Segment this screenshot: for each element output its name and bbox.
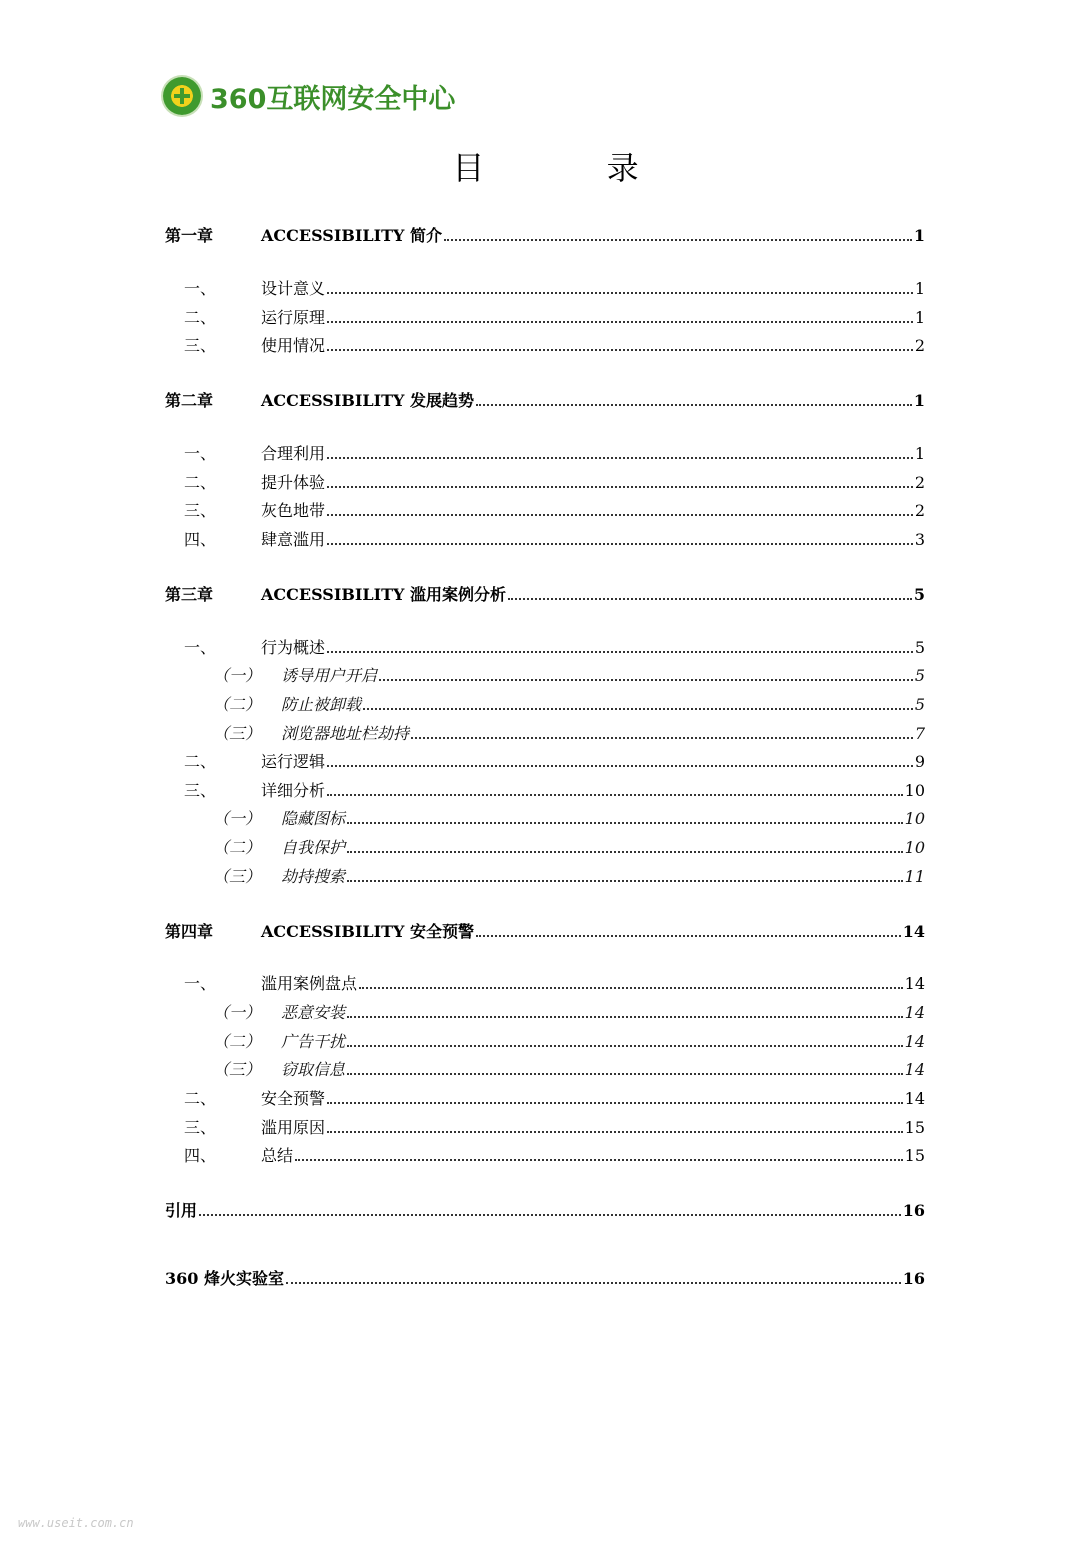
toc-entry-number: 三、	[184, 336, 217, 355]
toc-entry[interactable]	[165, 581, 925, 605]
toc-entry-page: 14	[902, 922, 925, 941]
toc-entry-page: 5	[913, 585, 925, 604]
toc-entry-number: （二）	[213, 838, 262, 857]
dot-leader	[359, 987, 903, 989]
toc-entry-label: 广告干扰	[281, 1032, 346, 1051]
toc-entry-label: 使用情况	[261, 336, 326, 355]
toc-entry-label: 诱导用户开启	[281, 666, 378, 685]
toc-entry-page: 16	[902, 1201, 925, 1220]
toc-entry-page: 14	[904, 1089, 925, 1108]
toc-entry-page: 2	[914, 336, 925, 355]
toc-entry-number: 第四章	[165, 922, 214, 941]
toc-entry[interactable]	[165, 777, 925, 801]
toc-entry-number: （一）	[213, 1003, 262, 1022]
toc-entry-page: 1	[913, 226, 925, 245]
toc-entry-page: 3	[914, 530, 925, 549]
dot-leader	[476, 404, 912, 406]
toc-entry-label: 劫持搜索	[281, 867, 346, 886]
toc-entry-label: 运行原理	[261, 308, 326, 327]
toc-entry-number: （二）	[213, 1032, 262, 1051]
toc-entry-page: 14	[904, 1032, 925, 1051]
dot-leader	[327, 349, 913, 351]
toc-entry-number: 三、	[184, 781, 217, 800]
toc-entry-label: 提升体验	[261, 473, 326, 492]
toc-entry-number: （三）	[213, 867, 262, 886]
dot-leader	[327, 1102, 903, 1104]
dot-leader	[347, 1045, 903, 1047]
toc-entry-label: ACCESSIBILITY 滥用案例分析	[261, 585, 506, 604]
toc-entry-page: 10	[904, 781, 925, 800]
toc-entry[interactable]	[165, 469, 925, 493]
toc-entry[interactable]	[165, 1142, 925, 1166]
toc-entry[interactable]	[165, 748, 925, 772]
toc-entry-number: 二、	[184, 1089, 217, 1108]
toc-entry-page: 9	[914, 752, 925, 771]
toc-entry-page: 10	[904, 838, 925, 857]
dot-leader	[444, 239, 912, 241]
toc-entry[interactable]	[165, 1265, 925, 1289]
toc-entry[interactable]	[165, 387, 925, 411]
page-title: 目 录	[452, 149, 695, 187]
toc-entry-page: 14	[904, 974, 925, 993]
shield-emblem-icon	[163, 77, 201, 115]
toc-entry-label: ACCESSIBILITY 安全预警	[261, 922, 474, 941]
toc-entry-page: 16	[902, 1269, 925, 1288]
toc-entry[interactable]	[165, 497, 925, 521]
toc-entry-label: 行为概述	[261, 638, 326, 657]
toc-entry-label: 自我保护	[281, 838, 346, 857]
toc-entry-page: 15	[904, 1118, 925, 1137]
toc-entry-number: 三、	[184, 1118, 217, 1137]
toc-entry[interactable]	[165, 970, 925, 994]
toc-entry-label: 灰色地带	[261, 501, 326, 520]
dot-leader	[327, 457, 913, 459]
toc-entry[interactable]	[165, 222, 925, 246]
toc-entry-number: 三、	[184, 501, 217, 520]
toc-entry[interactable]	[165, 275, 925, 299]
logo-text: 360互联网安全中心	[210, 83, 456, 115]
toc-entry-page: 14	[904, 1003, 925, 1022]
toc-entry[interactable]	[165, 1114, 925, 1138]
toc-entry-page: 14	[904, 1060, 925, 1079]
toc-entry[interactable]	[165, 720, 925, 744]
toc-entry-page: 7	[914, 724, 925, 743]
toc-entry[interactable]	[165, 1085, 925, 1109]
toc-entry-number: 四、	[184, 530, 217, 549]
toc-entry[interactable]	[165, 332, 925, 356]
toc-entry-label: 总结	[261, 1146, 294, 1165]
toc-entry-number: 二、	[184, 752, 217, 771]
toc-entry-label: 浏览器地址栏劫持	[281, 724, 410, 743]
toc-entry-page: 5	[914, 695, 925, 714]
dot-leader	[327, 765, 913, 767]
logo	[163, 76, 455, 116]
toc-entry-number: 二、	[184, 308, 217, 327]
dot-leader	[327, 321, 913, 323]
dot-leader	[199, 1214, 901, 1216]
toc-entry-page: 11	[904, 867, 925, 886]
dot-leader	[347, 851, 903, 853]
toc-entry-number: 第三章	[165, 585, 214, 604]
toc-entry-page: 1	[914, 279, 925, 298]
toc-entry-page: 1	[914, 444, 925, 463]
toc-entry[interactable]	[165, 918, 925, 942]
toc-entry-number: 第二章	[165, 391, 214, 410]
toc-entry-label: 肆意滥用	[261, 530, 326, 549]
dot-leader	[327, 651, 913, 653]
dot-leader	[327, 292, 913, 294]
toc-entry-label: 设计意义	[261, 279, 326, 298]
dot-leader	[379, 679, 913, 681]
dot-leader	[363, 708, 913, 710]
toc-entry-page: 2	[914, 473, 925, 492]
toc-entry-label: 隐藏图标	[281, 809, 346, 828]
toc-entry-label: 合理利用	[261, 444, 326, 463]
toc-entry-label: 滥用原因	[261, 1118, 326, 1137]
dot-leader	[411, 737, 913, 739]
toc-entry-page: 5	[914, 638, 925, 657]
watermark: www.useit.com.cn	[18, 1516, 134, 1530]
dot-leader	[327, 486, 913, 488]
toc-entry[interactable]	[165, 691, 925, 715]
dot-leader	[295, 1159, 903, 1161]
toc-entry-number: （三）	[213, 1060, 262, 1079]
toc-entry-label: ACCESSIBILITY 发展趋势	[261, 391, 474, 410]
toc-entry[interactable]	[165, 1056, 925, 1080]
toc-entry-label: 运行逻辑	[261, 752, 326, 771]
toc-entry-page: 1	[914, 308, 925, 327]
toc-entry[interactable]	[165, 834, 925, 858]
toc-entry-page: 1	[913, 391, 925, 410]
dot-leader	[347, 822, 903, 824]
toc-entry-label: 恶意安装	[281, 1003, 346, 1022]
toc-entry-number: 一、	[184, 638, 217, 657]
toc-entry-label: 360 烽火实验室	[165, 1269, 284, 1288]
toc-entry-number: （三）	[213, 724, 262, 743]
dot-leader	[476, 935, 901, 937]
toc-entry-number: 第一章	[165, 226, 214, 245]
toc-entry-number: （一）	[213, 809, 262, 828]
toc-entry-page: 10	[904, 809, 925, 828]
toc-entry[interactable]	[165, 999, 925, 1023]
dot-leader	[286, 1282, 901, 1284]
dot-leader	[327, 514, 913, 516]
toc-entry-number: 一、	[184, 974, 217, 993]
toc-entry-page: 15	[904, 1146, 925, 1165]
toc-entry-number: 一、	[184, 444, 217, 463]
dot-leader	[508, 598, 912, 600]
toc-entry-label: 防止被卸载	[281, 695, 362, 714]
toc-entry-number: 一、	[184, 279, 217, 298]
dot-leader	[327, 794, 903, 796]
toc-entry[interactable]	[165, 1197, 925, 1221]
toc-entry-number: （二）	[213, 695, 262, 714]
toc-entry-number: 四、	[184, 1146, 217, 1165]
toc-entry[interactable]	[165, 304, 925, 328]
toc-entry-label: 详细分析	[261, 781, 326, 800]
dot-leader	[347, 1073, 903, 1075]
toc-entry-label: 窃取信息	[281, 1060, 346, 1079]
toc-entry-label: 安全预警	[261, 1089, 326, 1108]
toc-entry-label: 引用	[165, 1201, 198, 1220]
dot-leader	[327, 543, 913, 545]
toc-entry-number: （一）	[213, 666, 262, 685]
toc-entry[interactable]	[165, 440, 925, 464]
dot-leader	[347, 1016, 903, 1018]
toc-entry[interactable]	[165, 662, 925, 686]
toc-entry-page: 5	[914, 666, 925, 685]
toc-entry[interactable]	[165, 526, 925, 550]
dot-leader	[347, 880, 903, 882]
toc-entry-label: 滥用案例盘点	[261, 974, 358, 993]
toc-entry-number: 二、	[184, 473, 217, 492]
dot-leader	[327, 1131, 903, 1133]
toc-entry[interactable]	[165, 1028, 925, 1052]
toc-entry[interactable]	[165, 863, 925, 887]
toc-entry-page: 2	[914, 501, 925, 520]
toc-entry[interactable]	[165, 805, 925, 829]
toc-entry[interactable]	[165, 634, 925, 658]
toc-entry-label: ACCESSIBILITY 简介	[261, 226, 442, 245]
